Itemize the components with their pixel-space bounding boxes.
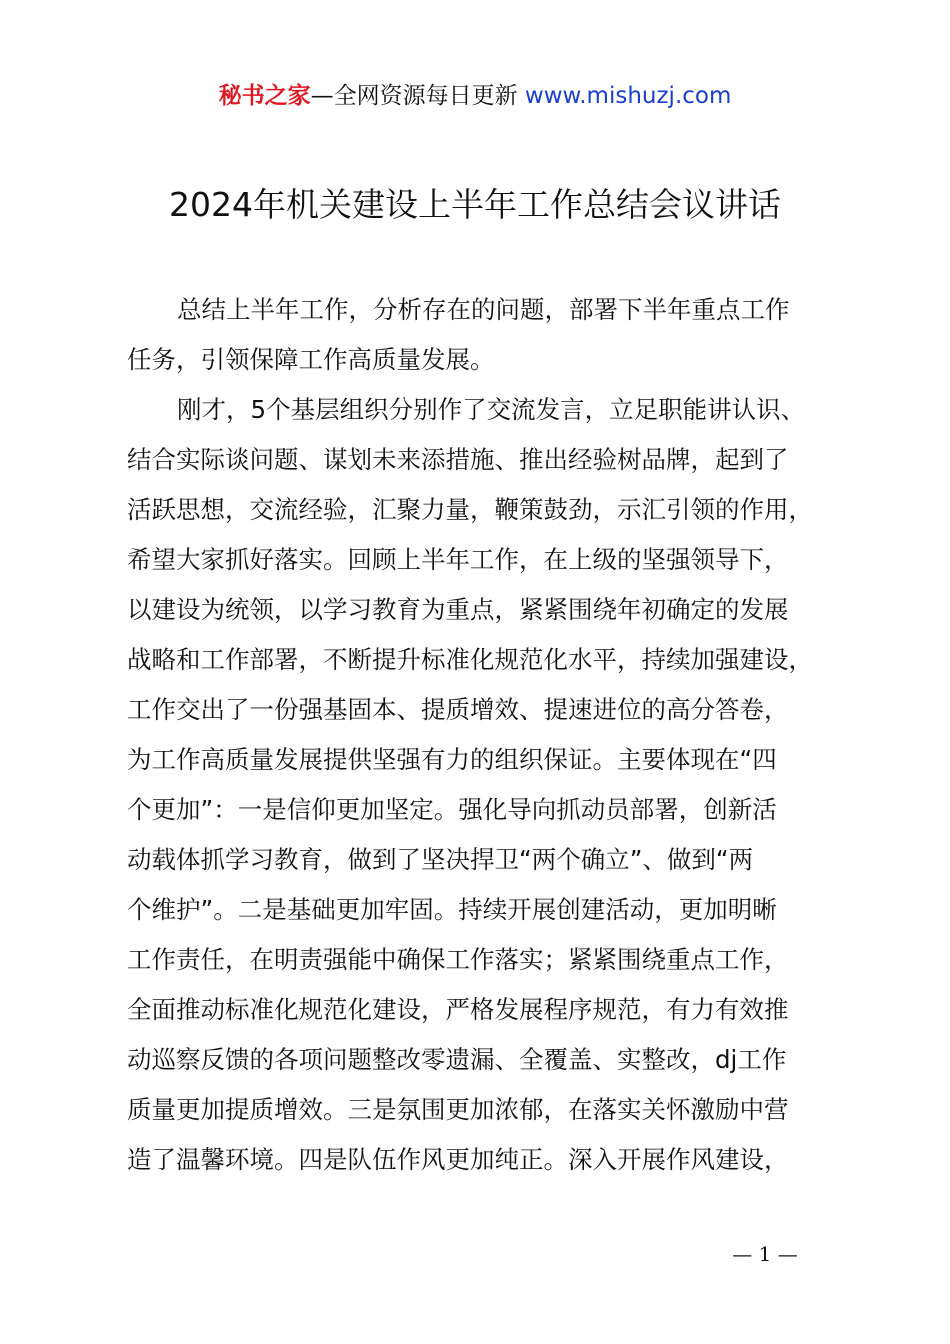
text-line: 造了温馨环境。四是队伍作风更加纯正。深入开展作风建设，	[127, 1145, 789, 1174]
text-line: 任务，引领保障工作高质量发展。	[127, 345, 495, 374]
text-line: 工作交出了一份强基固本、提质增效、提速进位的高分答卷，	[127, 695, 789, 724]
text-line: 全面推动标准化规范化建设，严格发展程序规范，有力有效推	[127, 995, 789, 1024]
text-line: 个维护”。二是基础更加牢固。持续开展创建活动，更加明晰	[127, 895, 777, 924]
brand-name: 秘书之家	[218, 83, 311, 109]
text-line: 结合实际谈问题、谋划未来添措施、推出经验树品牌，起到了	[127, 445, 789, 474]
document-body	[127, 285, 852, 1185]
header-tagline: —全网资源每日更新	[310, 83, 525, 109]
text-line: 战略和工作部署，不断提升标准化规范化水平，持续加强建设，	[127, 645, 813, 674]
text-line: 工作责任，在明责强能中确保工作落实；紧紧围绕重点工作，	[127, 945, 789, 974]
document-title: 2024年机关建设上半年工作总结会议讲话	[169, 185, 781, 224]
text-line: 刚才，5个基层组织分别作了交流发言，立足职能讲认识、	[177, 395, 806, 424]
paragraph-2	[127, 385, 852, 1185]
text-line: 为工作高质量发展提供坚强有力的组织保证。主要体现在“四	[127, 745, 777, 774]
page-number: — 1 —	[732, 1242, 798, 1266]
text-line: 动巡察反馈的各项问题整改零遗漏、全覆盖、实整改，dj工作	[127, 1045, 787, 1074]
text-line: 总结上半年工作，分析存在的问题，部署下半年重点工作	[177, 295, 790, 324]
text-line: 活跃思想，交流经验，汇聚力量，鞭策鼓劲，示汇引领的作用，	[127, 495, 813, 524]
text-line: 质量更加提质增效。三是氛围更加浓郁，在落实关怀激励中营	[127, 1095, 789, 1124]
text-line: 动载体抓学习教育，做到了坚决捍卫“两个确立”、做到“两	[127, 845, 754, 874]
site-header	[0, 80, 950, 112]
text-line: 个更加”：一是信仰更加坚定。强化导向抓动员部署，创新活	[127, 795, 777, 824]
paragraph-1	[127, 285, 852, 385]
text-line: 希望大家抓好落实。回顾上半年工作，在上级的坚强领导下，	[127, 545, 789, 574]
site-url-link[interactable]: www.mishuzj.com	[524, 83, 732, 109]
text-line: 以建设为统领，以学习教育为重点，紧紧围绕年初确定的发展	[127, 595, 789, 624]
